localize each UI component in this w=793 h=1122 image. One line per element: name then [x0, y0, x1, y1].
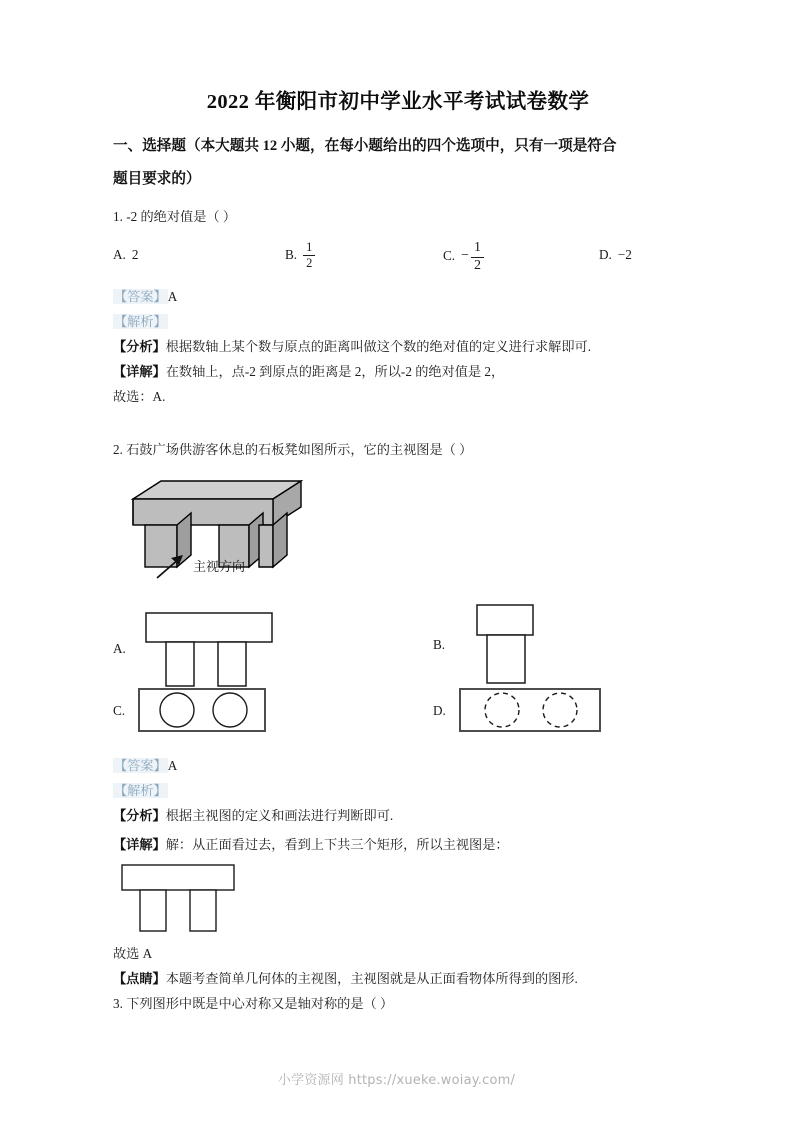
- question-1-explain-tag-row: [113, 309, 683, 334]
- option-label-b: B.: [285, 246, 298, 262]
- question-2-stem: 2. 石鼓广场供游客休息的石板凳如图所示，它的主视图是（ ）: [113, 442, 473, 457]
- section-heading-line-1: 一、选择题（本大题共 12 小题，在每小题给出的四个选项中，只有一项是符合: [113, 138, 617, 154]
- question-3: [113, 991, 683, 1016]
- front-view-direction-arrow-icon: [153, 553, 187, 581]
- tip-tag: 【点睛】: [113, 971, 166, 986]
- option-label-a: A.: [113, 641, 126, 656]
- analysis-tag: 【分析】: [113, 339, 166, 354]
- fraction-one-half-b: [303, 241, 315, 270]
- fraction-numerator: 1: [306, 240, 313, 254]
- front-view-direction-label: 主视方向: [193, 560, 246, 575]
- question-1-analysis: [113, 334, 683, 359]
- question-2-options-row-2: [113, 679, 683, 745]
- question-2-option-d[interactable]: [433, 685, 616, 737]
- question-3-stem: 3. 下列图形中既是中心对称又是轴对称的是（ ）: [113, 996, 394, 1011]
- tip-text: 本题考查简单几何体的主视图，主视图就是从正面看物体所得到的图形.: [165, 971, 578, 986]
- option-label-a: A.: [113, 247, 126, 262]
- question-1-option-a[interactable]: [113, 244, 138, 266]
- page-content: [113, 84, 683, 1016]
- fraction-numerator: 1: [474, 240, 481, 255]
- explanation-tag: 【解析】: [114, 783, 167, 798]
- fraction-one-half-c: [471, 241, 484, 273]
- analysis-text: 根据数轴上某个数与原点的距离叫做这个数的绝对值的定义进行求解即可.: [165, 339, 592, 354]
- question-2-answer: [113, 753, 683, 778]
- question-2-analysis: [113, 803, 683, 828]
- option-value-a: 2: [131, 247, 139, 262]
- fraction-denominator: 2: [471, 257, 484, 274]
- option-label-c: C.: [443, 248, 456, 264]
- front-view-slab-one-leg-icon: [455, 601, 575, 689]
- question-2: [113, 437, 683, 991]
- front-view-slab-two-legs-solution-icon: [118, 863, 248, 941]
- question-1-options: [113, 240, 683, 284]
- detail-tag: 【详解】: [113, 837, 166, 852]
- question-2-option-b[interactable]: [433, 601, 575, 689]
- page-title: 2022 年衡阳市初中学业水平考试试卷数学: [206, 91, 590, 113]
- question-1-stem: 1. -2 的绝对值是（ ）: [113, 209, 237, 224]
- question-2-option-c[interactable]: [113, 685, 285, 737]
- detail-text: 在数轴上，点-2 到原点的距离是 2，所以-2 的绝对值是 2，: [165, 364, 505, 379]
- answer-tag: 【答案】: [114, 289, 167, 304]
- question-2-options-row-1: [113, 585, 683, 677]
- minus-sign-c: −: [461, 248, 469, 264]
- section-heading-line-2: 题目要求的）: [113, 171, 201, 187]
- question-1-option-d[interactable]: [599, 244, 632, 266]
- question-1: [113, 204, 683, 409]
- question-2-solution-figure: [113, 863, 683, 941]
- answer-value: A: [167, 758, 178, 773]
- question-1-option-c[interactable]: [443, 240, 484, 272]
- question-1-answer: [113, 284, 683, 309]
- question-2-choose: 故选 A: [113, 946, 153, 961]
- question-2-explain-tag-row: [113, 778, 683, 803]
- question-2-tip: [113, 966, 683, 991]
- question-2-detail: [113, 832, 683, 857]
- option-label-d: D.: [433, 703, 446, 718]
- question-1-choose: 故选：A.: [113, 389, 166, 404]
- detail-tag: 【详解】: [113, 364, 166, 379]
- option-value-d: −2: [617, 247, 632, 262]
- explanation-tag: 【解析】: [114, 314, 167, 329]
- top-view-dashed-circles-icon: [456, 685, 616, 737]
- analysis-text: 根据主视图的定义和画法进行判断即可.: [165, 808, 394, 823]
- answer-value: A: [167, 289, 178, 304]
- option-label-c: C.: [113, 703, 126, 718]
- question-2-figure: [113, 473, 683, 583]
- detail-text: 解：从正面看过去，看到上下共三个矩形，所以主视图是：: [165, 837, 509, 852]
- question-1-option-b[interactable]: [285, 240, 315, 269]
- question-1-detail: [113, 359, 683, 384]
- option-label-b: B.: [433, 637, 446, 652]
- answer-tag: 【答案】: [114, 758, 167, 773]
- top-view-solid-circles-icon: [135, 685, 285, 737]
- footer-watermark: 小学资源网 https://xueke.woiay.com/: [277, 1073, 516, 1088]
- analysis-tag: 【分析】: [113, 808, 166, 823]
- fraction-denominator: 2: [303, 255, 315, 270]
- option-label-d: D.: [599, 247, 612, 262]
